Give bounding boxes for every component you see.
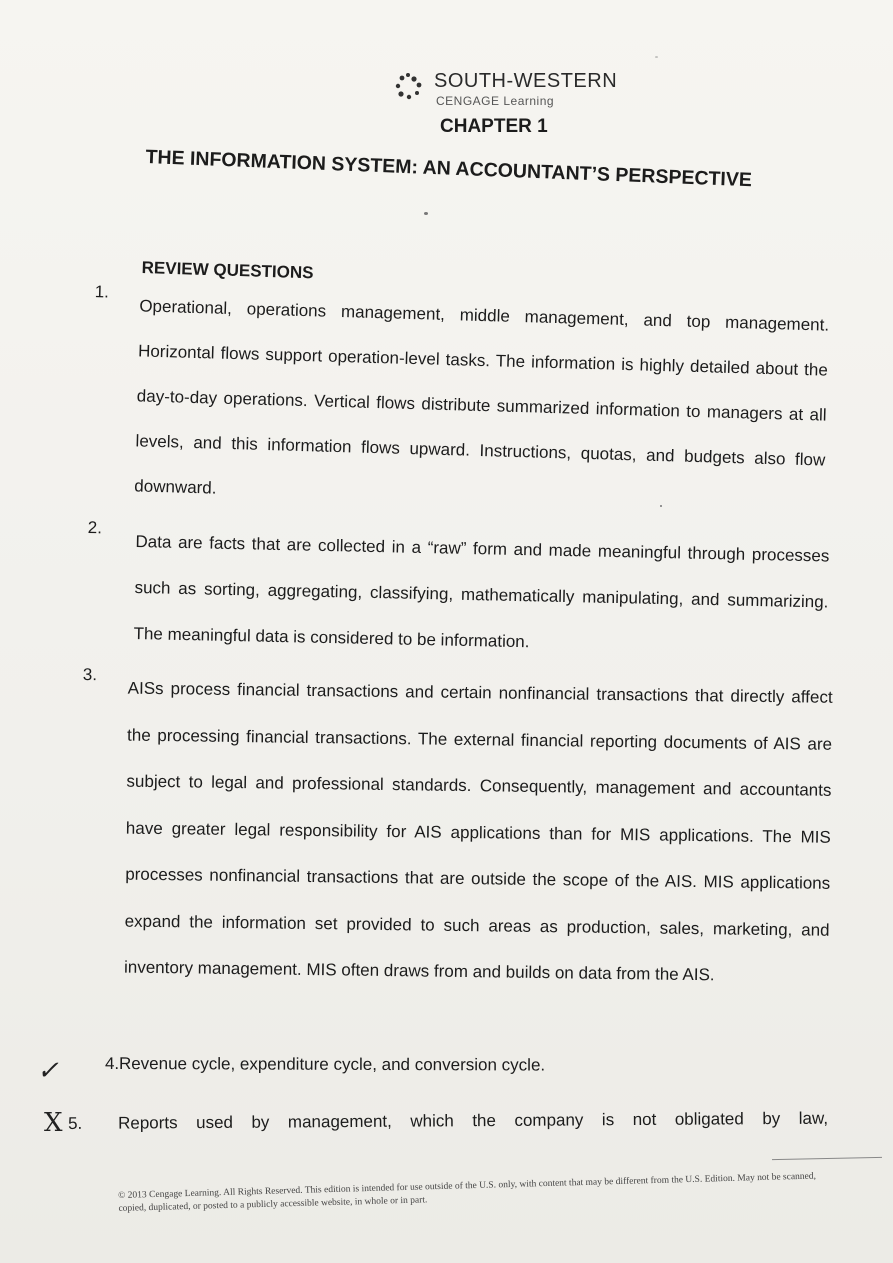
question-number: 1. xyxy=(94,282,110,302)
question-number: 3. xyxy=(82,665,98,685)
scan-speck xyxy=(655,56,658,58)
handwritten-check-mark: ✓ xyxy=(37,1056,59,1086)
question-number: 4. xyxy=(104,1054,120,1074)
copyright-footer: © 2013 Cengage Learning. All Rights Reserved. This edition is intended for use outside of the U.S. only, with content that may be different from the U.S. Edition. May not be scanned, copied, duplicated, or posted to a publicly accessible website, in whole or in part. xyxy=(118,1171,817,1214)
scan-speck xyxy=(424,212,428,215)
scan-speck xyxy=(660,505,662,507)
question-number: 5. xyxy=(68,1113,83,1133)
logo-sub-text: CENGAGE Learning xyxy=(436,94,555,108)
footer-divider xyxy=(772,1157,882,1160)
cengage-dots-icon xyxy=(392,70,428,106)
chapter-title: THE INFORMATION SYSTEM: AN ACCOUNTANT’S PERSPECTIVE xyxy=(145,146,753,192)
question-answer: Revenue cycle, expenditure cycle, and conversion cycle. xyxy=(118,1054,546,1075)
handwritten-x-mark: X xyxy=(44,1108,63,1138)
logo-main-text: SOUTH-WESTERN xyxy=(434,70,618,92)
section-heading: REVIEW QUESTIONS xyxy=(141,258,314,283)
publisher-logo xyxy=(392,66,632,114)
question-answer: Data are facts that are collected in a “raw” form and made meaningful through processes such as sorting, aggregating, classifying, mathematically manipulating, and summarizing. The meaningful data is considered to be information. xyxy=(133,532,830,652)
question-answer: Operational, operations management, middle management, and top management. Horizontal flows support operation-level tasks. The information is highly detailed about the day-to-day operations. Vertical flows distribute summarized information to managers at all levels, and this information flows upward. Instructions, quotas, and budgets also flow downward. xyxy=(134,296,830,498)
question-answer: Reports used by management, which the company is not obligated by law, xyxy=(117,1108,829,1133)
chapter-label: CHAPTER 1 xyxy=(440,116,548,137)
question-answer: AISs process financial transactions and certain nonfinancial transactions that directly affect the processing financial transactions. The external financial reporting documents of AIS are subject to legal and professional standards. Consequently, management and accountants have greater legal responsibility for AIS applications than for MIS applications. The MIS processes nonfinancial transactions that are outside the scope of the AIS. MIS applications expand the information set provided to such areas as production, sales, marketing, and inventory management. MIS often draws from and builds on data from the AIS. xyxy=(123,678,833,985)
question-number: 2. xyxy=(87,518,103,538)
